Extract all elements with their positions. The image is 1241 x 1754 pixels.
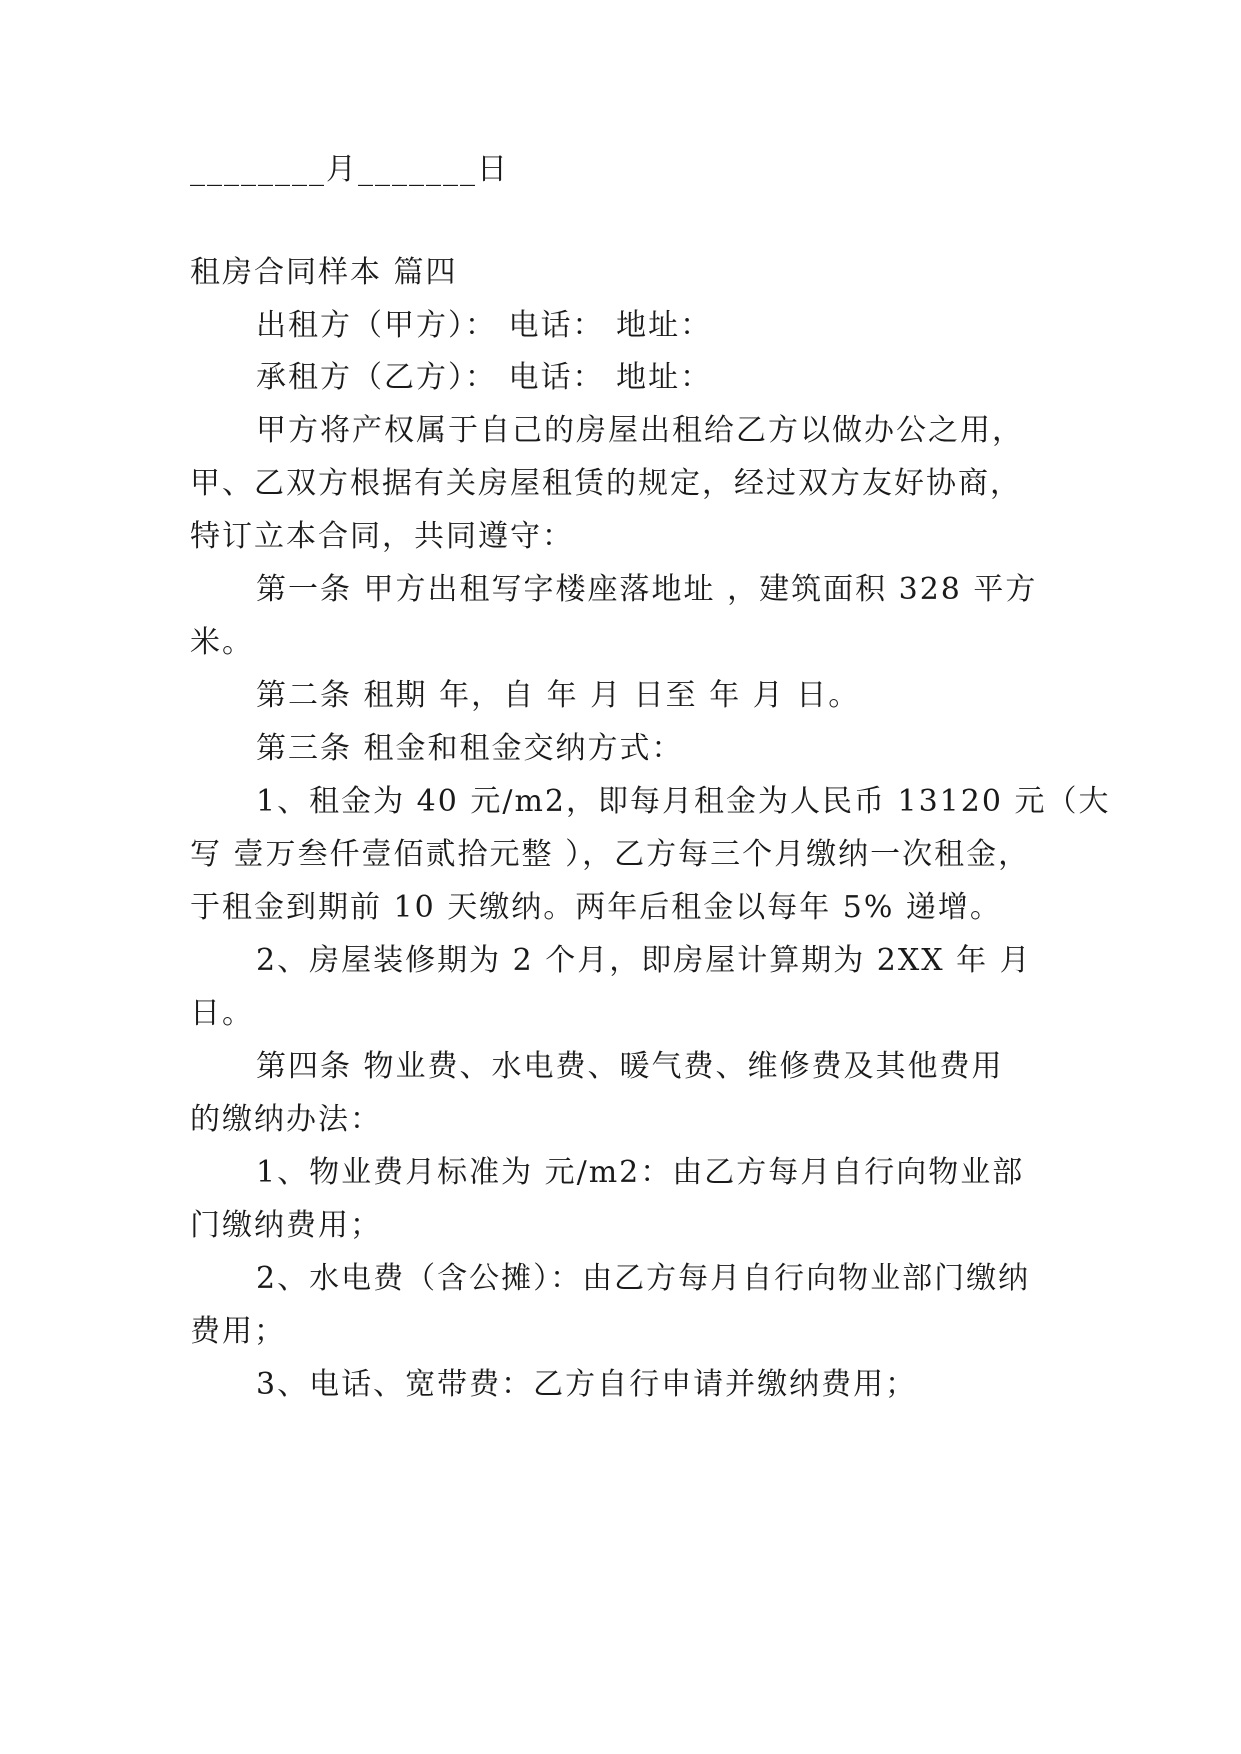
article4-item1-line-1: 1、物业费月标准为 元/m2：由乙方每月自行向物业部 (256, 1155, 1025, 1190)
article3-item2-line-2: 日。 (190, 996, 254, 1031)
party-a-line: 出租方（甲方）： 电话： 地址： (256, 308, 713, 343)
article3-item1-line-1: 1、租金为 40 元/m2，即每月租金为人民币 13120 元（大 (256, 784, 1111, 819)
party-b-line: 承租方（乙方）： 电话： 地址： (256, 360, 713, 395)
article3-item1-line-3: 于租金到期前 10 天缴纳。两年后租金以每年 5% 递增。 (190, 890, 1002, 925)
article4-title-line-2: 的缴纳办法： (190, 1102, 382, 1137)
article4-title-line-1: 第四条 物业费、水电费、暖气费、维修费及其他费用 (256, 1049, 1004, 1084)
article1-line-1: 第一条 甲方出租写字楼座落地址 ，建筑面积 328 平方 (256, 572, 1038, 607)
article4-item2-line-2: 费用； (190, 1314, 286, 1349)
date-line: ________月_______日 (190, 152, 509, 187)
article1-line-2: 米。 (190, 625, 254, 660)
article4-item1-line-2: 门缴纳费用； (190, 1208, 382, 1243)
article2-line: 第二条 租期 年，自 年 月 日至 年 月 日。 (256, 678, 861, 713)
article3-title: 第三条 租金和租金交纳方式： (256, 731, 684, 766)
article3-item1-line-2: 写 壹万叁仟壹佰贰拾元整 ），乙方每三个月缴纳一次租金， (190, 837, 1031, 872)
document-heading: 租房合同样本 篇四 (190, 255, 458, 290)
article3-item2-line-1: 2、房屋装修期为 2 个月，即房屋计算期为 2XX 年 月 (256, 943, 1032, 978)
intro-line-2: 甲、乙双方根据有关房屋租赁的规定，经过双方友好协商， (190, 466, 1022, 501)
article4-item3-line: 3、电话、宽带费：乙方自行申请并缴纳费用； (256, 1367, 918, 1402)
intro-line-1: 甲方将产权属于自己的房屋出租给乙方以做办公之用， (256, 413, 1024, 448)
intro-line-3: 特订立本合同，共同遵守： (190, 519, 574, 554)
article4-item2-line-1: 2、水电费（含公摊）：由乙方每月自行向物业部门缴纳 (256, 1261, 1031, 1296)
